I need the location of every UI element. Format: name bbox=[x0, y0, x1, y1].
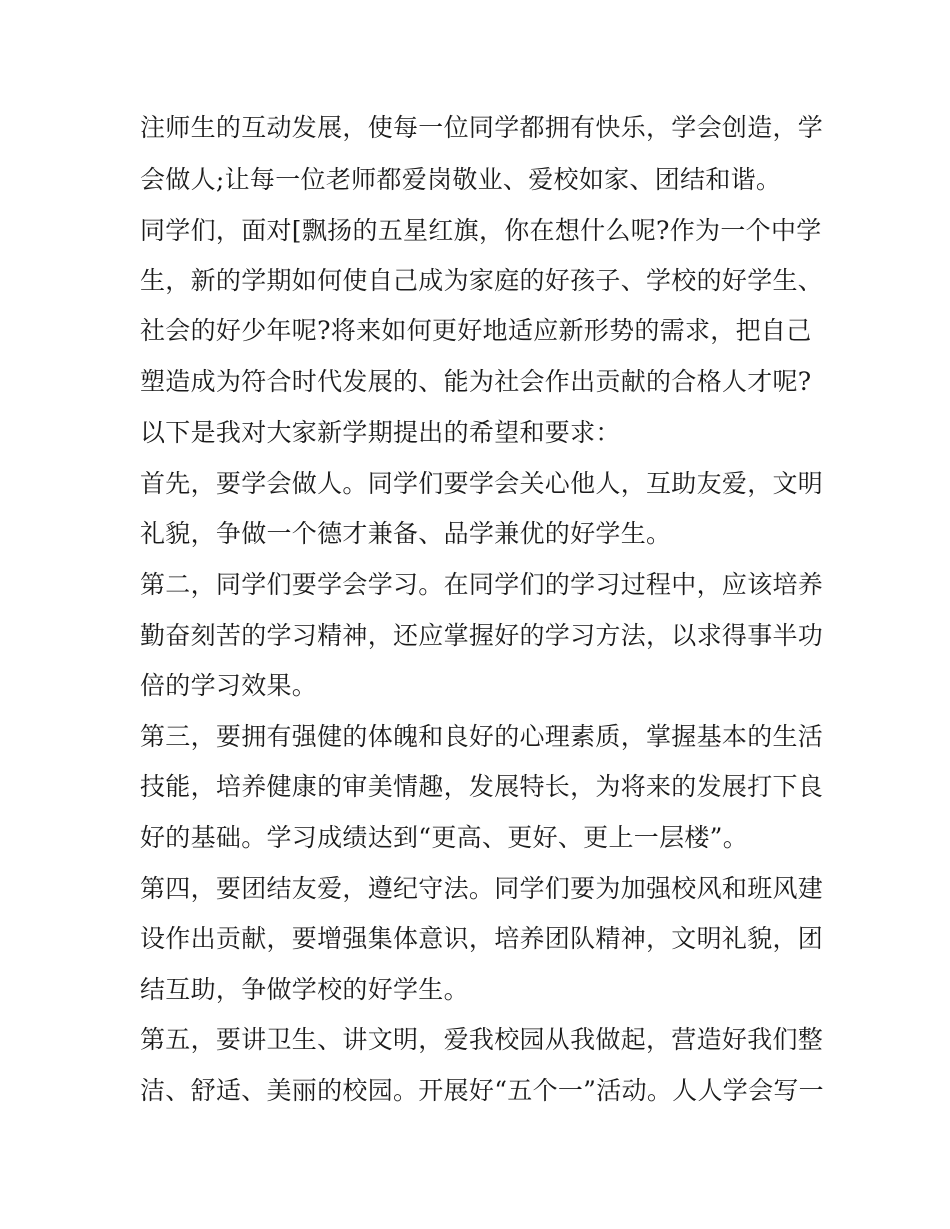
text-line: 技能，培养健康的审美情趣，发展特长，为将来的发展打下良 bbox=[140, 772, 824, 801]
text-line: 好的基础。学习成绩达到“更高、更好、更上一层楼”。 bbox=[140, 823, 749, 852]
text-line: 第三，要拥有强健的体魄和良好的心理素质，掌握基本的生活 bbox=[140, 722, 824, 751]
text-line: 会做人;让每一位老师都爱岗敬业、爱校如家、团结和谐。 bbox=[140, 165, 782, 194]
text-line: 第二，同学们要学会学习。在同学们的学习过程中，应该培养 bbox=[140, 570, 824, 599]
text-line: 勤奋刻苦的学习精神，还应掌握好的学习方法，以求得事半功 bbox=[140, 621, 824, 650]
text-line: 第四，要团结友爱，遵纪守法。同学们要为加强校风和班风建 bbox=[140, 874, 824, 903]
text-line: 首先，要学会做人。同学们要学会关心他人，互助友爱，文明 bbox=[140, 469, 824, 498]
text-line: 生，新的学期如何使自己成为家庭的好孩子、学校的好学生、 bbox=[140, 266, 824, 295]
text-line: 结互助，争做学校的好学生。 bbox=[140, 975, 469, 1004]
text-line: 倍的学习效果。 bbox=[140, 671, 318, 700]
text-line: 塑造成为符合时代发展的、能为社会作出贡献的合格人才呢? bbox=[140, 367, 812, 396]
text-line: 以下是我对大家新学期提出的希望和要求： bbox=[140, 418, 621, 447]
text-line: 设作出贡献，要增强集体意识，培养团队精神，文明礼貌，团 bbox=[140, 924, 824, 953]
text-line: 同学们，面对[飘扬的五星红旗，你在想什么呢?作为一个中学 bbox=[140, 216, 822, 245]
text-line: 注师生的互动发展，使每一位同学都拥有快乐，学会创造，学 bbox=[140, 113, 824, 142]
text-line: 洁、舒适、美丽的校园。开展好“五个一”活动。人人学会写一 bbox=[140, 1076, 824, 1105]
text-line: 社会的好少年呢?将来如何更好地适应新形势的需求，把自己 bbox=[140, 316, 812, 345]
text-line: 第五，要讲卫生、讲文明，爱我校园从我做起，营造好我们整 bbox=[140, 1025, 824, 1054]
text-line: 礼貌，争做一个德才兼备、品学兼优的好学生。 bbox=[140, 519, 672, 548]
